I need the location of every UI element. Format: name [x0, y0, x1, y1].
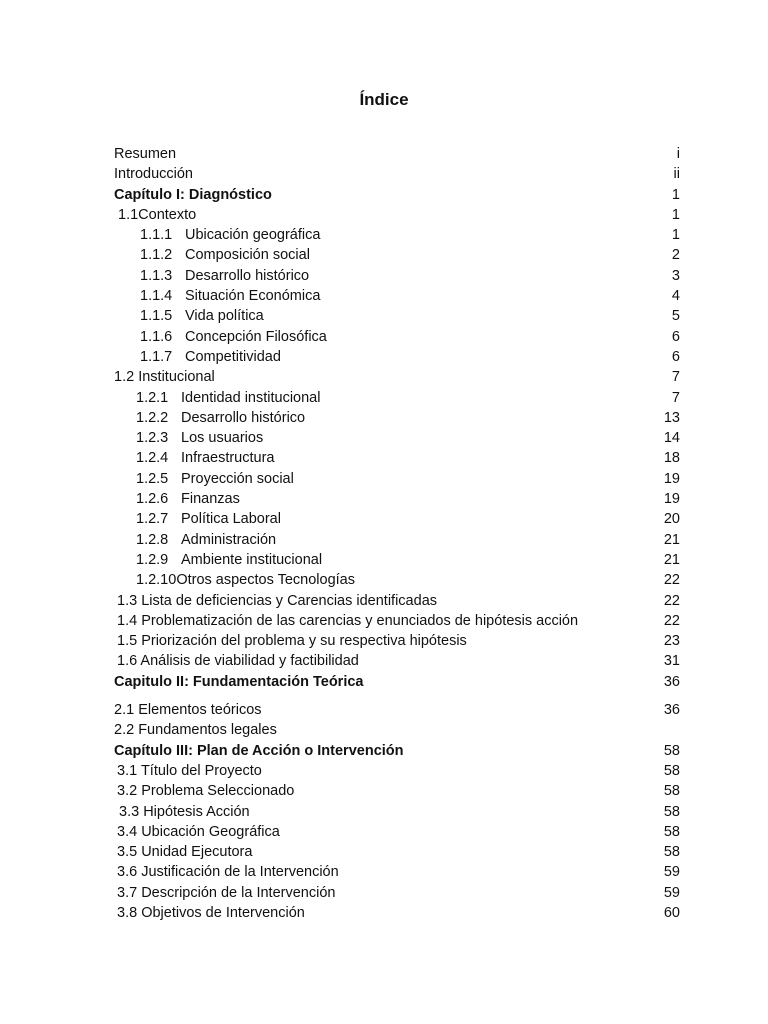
toc-entry: [114, 883, 680, 903]
toc-page-number: 13: [663, 409, 680, 426]
toc-entry: [114, 591, 680, 611]
toc-page-number: 58: [663, 783, 680, 800]
toc-entry-label: [136, 530, 276, 550]
toc-entry-number: 3.8: [117, 904, 138, 921]
toc-entry: [114, 761, 680, 781]
toc-entry-label: [114, 367, 215, 387]
toc-entry-label: [114, 720, 277, 740]
toc-entry-text: Elementos teóricos: [138, 702, 262, 719]
toc-page-number: 1: [671, 227, 680, 244]
toc-entry-label: [136, 509, 281, 529]
toc-entry-label: [114, 672, 363, 692]
toc-entry: [114, 367, 680, 387]
toc-entry-text: Priorización del problema y su respectiva hipótesis: [141, 633, 467, 650]
toc-entry-label: [140, 286, 320, 306]
toc-entry: [114, 570, 680, 590]
toc-entry: [114, 144, 680, 164]
toc-entry-number: 1.3: [117, 592, 138, 609]
toc-entry-label: [117, 591, 437, 611]
toc-entry-number: 1.6: [117, 653, 138, 670]
toc-entry: [114, 489, 680, 509]
toc-page-number: 58: [663, 803, 680, 820]
toc-page-number: 19: [663, 470, 680, 487]
toc-page-number: 7: [671, 389, 680, 406]
toc-entry-text: Ambiente institucional: [181, 551, 323, 568]
toc-entry-text: Composición social: [185, 247, 310, 264]
toc-entry-label: [114, 700, 262, 720]
toc-entry: [114, 428, 680, 448]
toc-entry-text: Unidad Ejecutora: [141, 844, 253, 861]
toc-page-number: 36: [663, 702, 680, 719]
toc-entry-number: 3.2: [117, 783, 138, 800]
toc-entry: [114, 631, 680, 651]
toc-entry-text: Capítulo III: Plan de Acción o Intervención: [114, 742, 404, 759]
toc-entry-label: [136, 469, 294, 489]
toc-entry: [114, 720, 680, 740]
toc-entry-text: Administración: [181, 531, 277, 548]
toc-entry-number: 1.2.6: [136, 491, 169, 508]
toc-entry-number: 3.4: [117, 823, 138, 840]
toc-page-number: 21: [663, 551, 680, 568]
toc-entry: [114, 700, 680, 720]
toc-entry: [114, 469, 680, 489]
toc-entry-label: [136, 550, 322, 570]
toc-entry-number: 1.1.5: [140, 308, 173, 325]
toc-page-number: 7: [671, 369, 680, 386]
toc-entry-number: 3.6: [117, 864, 138, 881]
toc-page-number: 59: [663, 884, 680, 901]
toc-entry-number: 1.2.1: [136, 389, 169, 406]
toc-entry-number: 1.2: [114, 369, 135, 386]
toc-entry-number: 1.2.5: [136, 470, 169, 487]
toc-entry-text: Situación Económica: [185, 288, 321, 305]
toc-entry-text: Ubicación geográfica: [185, 227, 321, 244]
toc-entry-text: Infraestructura: [181, 450, 275, 467]
toc-entry-label: [114, 144, 176, 164]
toc-entry-text: Hipótesis Acción: [143, 803, 250, 820]
toc-entry-number: 1.1: [118, 206, 139, 223]
toc-entry-label: [117, 781, 294, 801]
toc-page-number: 58: [663, 823, 680, 840]
toc-entry: [114, 327, 680, 347]
toc-entry-number: 1.1.6: [140, 328, 173, 345]
toc-entry-text: Contexto: [138, 206, 197, 223]
toc-entry-number: 1.2.2: [136, 409, 169, 426]
toc-entry-label: [136, 570, 355, 590]
toc-entry-label: [136, 428, 263, 448]
toc-entry-text: Desarrollo histórico: [185, 267, 310, 284]
toc-entry-text: Desarrollo histórico: [181, 409, 306, 426]
toc-entry-number: 3.1: [117, 762, 138, 779]
toc-page-number: 21: [663, 531, 680, 548]
toc-entry: [114, 822, 680, 842]
toc-entry: [114, 651, 680, 671]
toc-page-number: 14: [663, 430, 680, 447]
toc-entry-text: Análisis de viabilidad y factibilidad: [140, 653, 359, 670]
toc-entry-label: [117, 842, 252, 862]
toc-entry-number: 1.2.7: [136, 511, 169, 528]
toc-entry: [114, 802, 680, 822]
toc-entry: [114, 306, 680, 326]
toc-page-number: 22: [663, 572, 680, 589]
toc-entry-label: [136, 408, 305, 428]
toc-entry-text: Capítulo I: Diagnóstico: [114, 186, 272, 203]
toc-entry: [114, 245, 680, 265]
toc-entry-text: Justificación de la Intervención: [141, 864, 339, 881]
toc-page-number: 6: [671, 348, 680, 365]
toc-entry-text: Otros aspectos Tecnologías: [176, 572, 355, 589]
toc-entry-label: [117, 651, 359, 671]
toc-entry-number: 1.2.8: [136, 531, 169, 548]
toc-entry-text: Concepción Filosófica: [185, 328, 327, 345]
toc-page-number: 36: [663, 673, 680, 690]
toc-entry-text: Los usuarios: [181, 430, 264, 447]
toc-entry-text: Problematización de las carencias y enunciados de hipótesis acción: [141, 612, 579, 629]
toc-entry-label: [140, 266, 309, 286]
toc-entry-number: 2.1: [114, 702, 135, 719]
toc-entry: [114, 286, 680, 306]
toc-page-number: 59: [663, 864, 680, 881]
toc-page-number: 5: [671, 308, 680, 325]
toc-entry: [114, 347, 680, 367]
toc-entry-number: 1.1.4: [140, 288, 173, 305]
toc-entry-label: [136, 489, 240, 509]
toc-entry-text: Título del Proyecto: [140, 762, 262, 779]
toc-entry-label: [114, 741, 404, 761]
toc-entry-label: [118, 205, 196, 225]
toc-entry: [114, 611, 680, 631]
toc-entry-label: [117, 862, 339, 882]
toc-entry-label: [117, 903, 305, 923]
toc-page-number: ii: [673, 166, 680, 183]
toc-entry: [114, 448, 680, 468]
toc-page-number: 18: [663, 450, 680, 467]
toc-entry-text: Introducción: [114, 166, 193, 183]
toc-page-number: 58: [663, 762, 680, 779]
toc-entry-number: 3.5: [117, 844, 138, 861]
toc-entry-text: Identidad institucional: [181, 389, 321, 406]
toc-entry-label: [119, 802, 250, 822]
toc-entry-number: 1.2.10: [136, 572, 177, 589]
toc-entry-text: Lista de deficiencias y Carencias identificadas: [141, 592, 438, 609]
toc-entry-label: [140, 245, 310, 265]
toc-entry-label: [117, 631, 467, 651]
toc-page-number: 3: [671, 267, 680, 284]
toc-entry-number: 1.2.4: [136, 450, 169, 467]
toc-entry-label: [140, 347, 281, 367]
toc-entry-number: 1.1.2: [140, 247, 173, 264]
toc-chapter-heading: [114, 185, 680, 205]
toc-page-number: 31: [663, 653, 680, 670]
toc-entry-number: 1.4: [117, 612, 138, 629]
toc-entry: [114, 225, 680, 245]
toc-page-number: 23: [663, 633, 680, 650]
toc-entry-number: 1.2.9: [136, 551, 169, 568]
toc-entry: [114, 550, 680, 570]
toc-page-number: 22: [663, 612, 680, 629]
toc-chapter-heading: [114, 741, 680, 761]
toc-entry: [114, 388, 680, 408]
toc-entry-number: 1.1.7: [140, 348, 173, 365]
toc-entry-label: [114, 164, 193, 184]
toc-page-number: 58: [663, 844, 680, 861]
toc-entry-label: [117, 822, 280, 842]
toc-page-number: 2: [671, 247, 680, 264]
toc-page-number: i: [676, 146, 680, 162]
toc-entry-number: 2.2: [114, 722, 135, 739]
toc-entry-number: 3.3: [119, 803, 140, 820]
toc-chapter-heading: [114, 672, 680, 692]
toc-entry: [114, 509, 680, 529]
toc-entry-label: [136, 448, 275, 468]
toc-entry-text: Capitulo II: Fundamentación Teórica: [114, 673, 364, 690]
toc-page-number: 22: [663, 592, 680, 609]
toc-entry-text: Política Laboral: [181, 511, 281, 528]
toc-page-number: 1: [671, 206, 680, 223]
toc-entry: [114, 903, 680, 923]
toc-entry-number: 3.7: [117, 884, 138, 901]
toc-entry-label: [117, 611, 578, 631]
toc-page-number: 6: [671, 328, 680, 345]
toc-entry-text: Objetivos de Intervención: [141, 904, 305, 921]
toc-entry: [114, 862, 680, 882]
toc-entry-text: Institucional: [138, 369, 215, 386]
toc-entry-text: Resumen: [114, 146, 177, 162]
toc-entry-text: Problema Seleccionado: [141, 783, 295, 800]
toc-entry-text: Descripción de la Intervención: [141, 884, 336, 901]
toc-page-number: 60: [663, 904, 680, 921]
toc-entry-number: 1.2.3: [136, 430, 169, 447]
toc-entry: [114, 408, 680, 428]
toc-entry-label: [117, 761, 262, 781]
toc-page-number: 1: [671, 186, 680, 203]
page-title: Índice: [359, 90, 409, 109]
toc-entry-number: 1.1.3: [140, 267, 173, 284]
toc-entry-text: Competitividad: [185, 348, 281, 365]
toc-entry: [114, 530, 680, 550]
toc-entry: [114, 205, 680, 225]
toc-entry: [114, 164, 680, 184]
toc-entry-text: Vida política: [185, 308, 264, 325]
toc-entry-text: Ubicación Geográfica: [141, 823, 280, 840]
toc-page-number: 58: [663, 742, 680, 759]
toc-page-number: 19: [663, 491, 680, 508]
toc-entry-text: Fundamentos legales: [138, 722, 277, 739]
toc-entry-number: 1.1.1: [140, 227, 173, 244]
toc-entry-label: [117, 883, 335, 903]
toc-page-number: 20: [663, 511, 680, 528]
toc-entry-text: Proyección social: [181, 470, 294, 487]
toc-entry: [114, 266, 680, 286]
toc-entry: [114, 842, 680, 862]
toc-entry-number: 1.5: [117, 633, 138, 650]
table-of-contents: [114, 144, 680, 923]
toc-entry-label: [114, 185, 272, 205]
toc-entry-label: [140, 306, 264, 326]
toc-entry-label: [140, 225, 320, 245]
toc-entry: [114, 781, 680, 801]
toc-entry-label: [136, 388, 320, 408]
toc-entry-label: [140, 327, 327, 347]
toc-entry-text: Finanzas: [181, 491, 240, 508]
toc-page-number: 4: [671, 288, 680, 305]
